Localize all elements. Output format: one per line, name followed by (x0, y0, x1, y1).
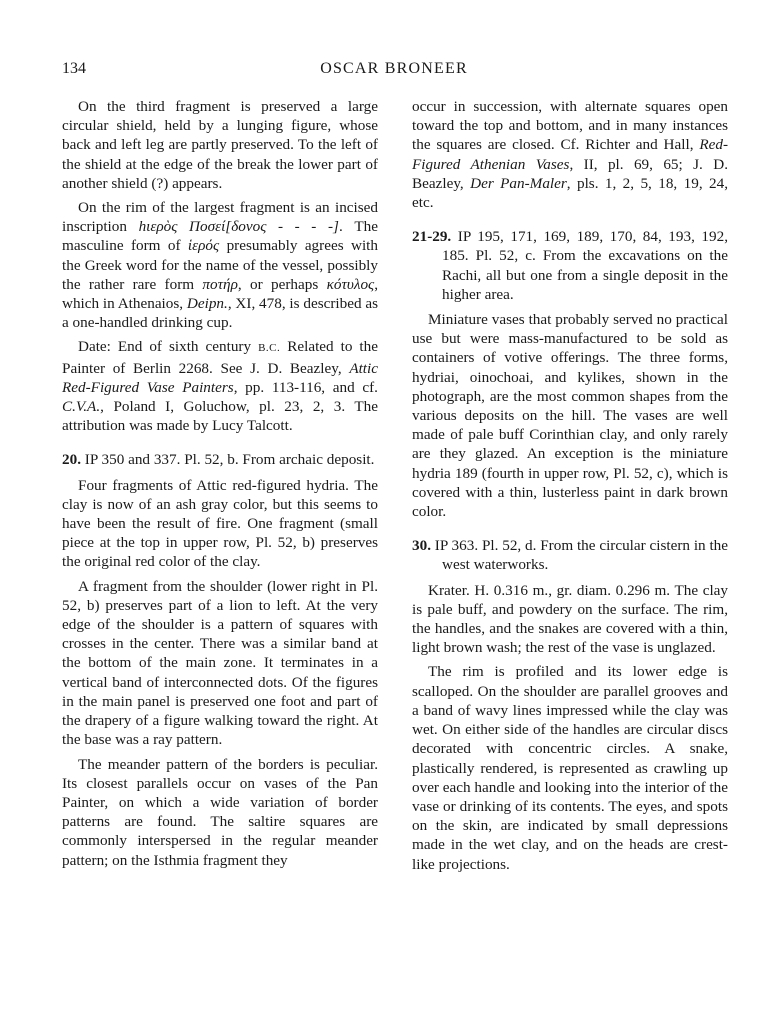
catalogue-entry-30: 30. IP 363. Pl. 52, d. From the circular cistern in the west waterworks. (412, 537, 728, 574)
paragraph-continuation: occur in succession, with alternate squares open toward the top and bottom, and in many instances the squares are closed. Cf. Richter and Hall, Red-Figured Athenian Vases, II, pl. 69, 65; J. D. Beazley, Der Pan-Maler, pls. 1, 2, 5, 18, 19, 24, etc. (412, 98, 729, 212)
paragraph-meander-pattern: The meander pattern of the borders is peculiar. Its closest parallels occur on vases of the Pan Painter, on which a wide variation of border patterns are found. The saltire squares are commonly interspersed in the regular meander pattern; on the Isthmia fragment they (62, 755, 378, 869)
catalogue-entry-20: 20. IP 350 and 337. Pl. 52, b. From archaic deposit. (62, 451, 375, 469)
paragraph-miniature-vases: Miniature vases that probably served no practical use but were mass-manufactured to be sold as containers of votive offerings. The three forms, hydriai, oinochoai, and kylikes, shown in the photograph, are the most common shapes from the various deposits on the hill. The vases are well made of pale buff Corinthian clay, and only rarely are they glazed. An exception is the miniature hydria 189 (fourth in upper row, Pl. 52, c), which is covered with a thin, lusterless paint in dark brown color. (412, 311, 728, 521)
paragraph-krater: Krater. H. 0.316 m., gr. diam. 0.296 m. The clay is pale buff, and powdery on the surface. The rim, the handles, and the snakes are covered with a thin, light brown wash; the rest of the vase is unglazed. (412, 581, 728, 657)
left-column (62, 97, 378, 875)
paragraph-shoulder-fragment: A fragment from the shoulder (lower right in Pl. 52, b) preserves part of a lion to left. At the very edge of the shoulder is a pattern of squares with crosses in the center. There was a similar band at the bottom of the main zone. It terminates in a vertical band of interconnected dots. Of the figures in the main panel is preserved one foot and part of the drapery of a figure walking toward the right. At the base was a ray pattern. (62, 577, 378, 749)
catalogue-entry-21-29: 21-29. IP 195, 171, 169, 189, 170, 84, 193, 192, 185. Pl. 52, c. From the excavations on the Rachi, all but one from a single deposit in the higher area. (412, 228, 728, 303)
right-column (412, 97, 728, 879)
paragraph-rim-description: The rim is profiled and its lower edge is scalloped. On the shoulder are parallel grooves and a band of wavy lines impressed while the clay was wet. On either side of the handles are circular discs decorated with concentric circles. A snake, plastically rendered, is represented as crawling up over each handle and looking into the interior of the vase or drinking of its contents. The eyes, and spots on the skin, are indicated by small depressions made in the wet clay, and on the heads are crest-like projections. (412, 663, 728, 873)
page-number: 134 (62, 60, 86, 77)
greek-inscription: hιερὸς Ποσεί[δονος - - - -] (138, 218, 339, 236)
running-head: OSCAR BRONEER (320, 60, 468, 77)
paragraph-hydria-fragments: Four fragments of Attic red-figured hydria. The clay is now of an ash gray color, but this seems to have been the result of fire. One fragment (small piece at the top in upper row, Pl. 52, b) preserves the original red color of the clay. (62, 476, 378, 571)
paragraph-date: Date: End of sixth century B.C. Related to the Painter of Berlin 2268. See J. D. Beazley, Attic Red-Figured Vase Painters, pp. 113-116, and cf. C.V.A., Poland I, Goluchow, pl. 23, 2, 3. The attribution was made by Lucy Talcott. (62, 338, 378, 435)
paragraph-inscription: On the rim of the largest fragment is an incised inscription hιερὸς Ποσεί[δονος - - - -]. The masculine form of ἱερός presumably agrees with the Greek word for the name of the vessel, possibly the rather rare form ποτήρ, or perhaps κότυλος, which in Athenaios, Deipn., XI, 478, is described as a one-handled drinking cup. (62, 199, 379, 332)
page-header (62, 60, 726, 84)
paragraph-shield-fragment: On the third fragment is preserved a large circular shield, held by a lunging figure, whose back and left leg are partly preserved. To the left of the shield at the edge of the break the lower part of another shield (?) appears. (62, 98, 378, 192)
